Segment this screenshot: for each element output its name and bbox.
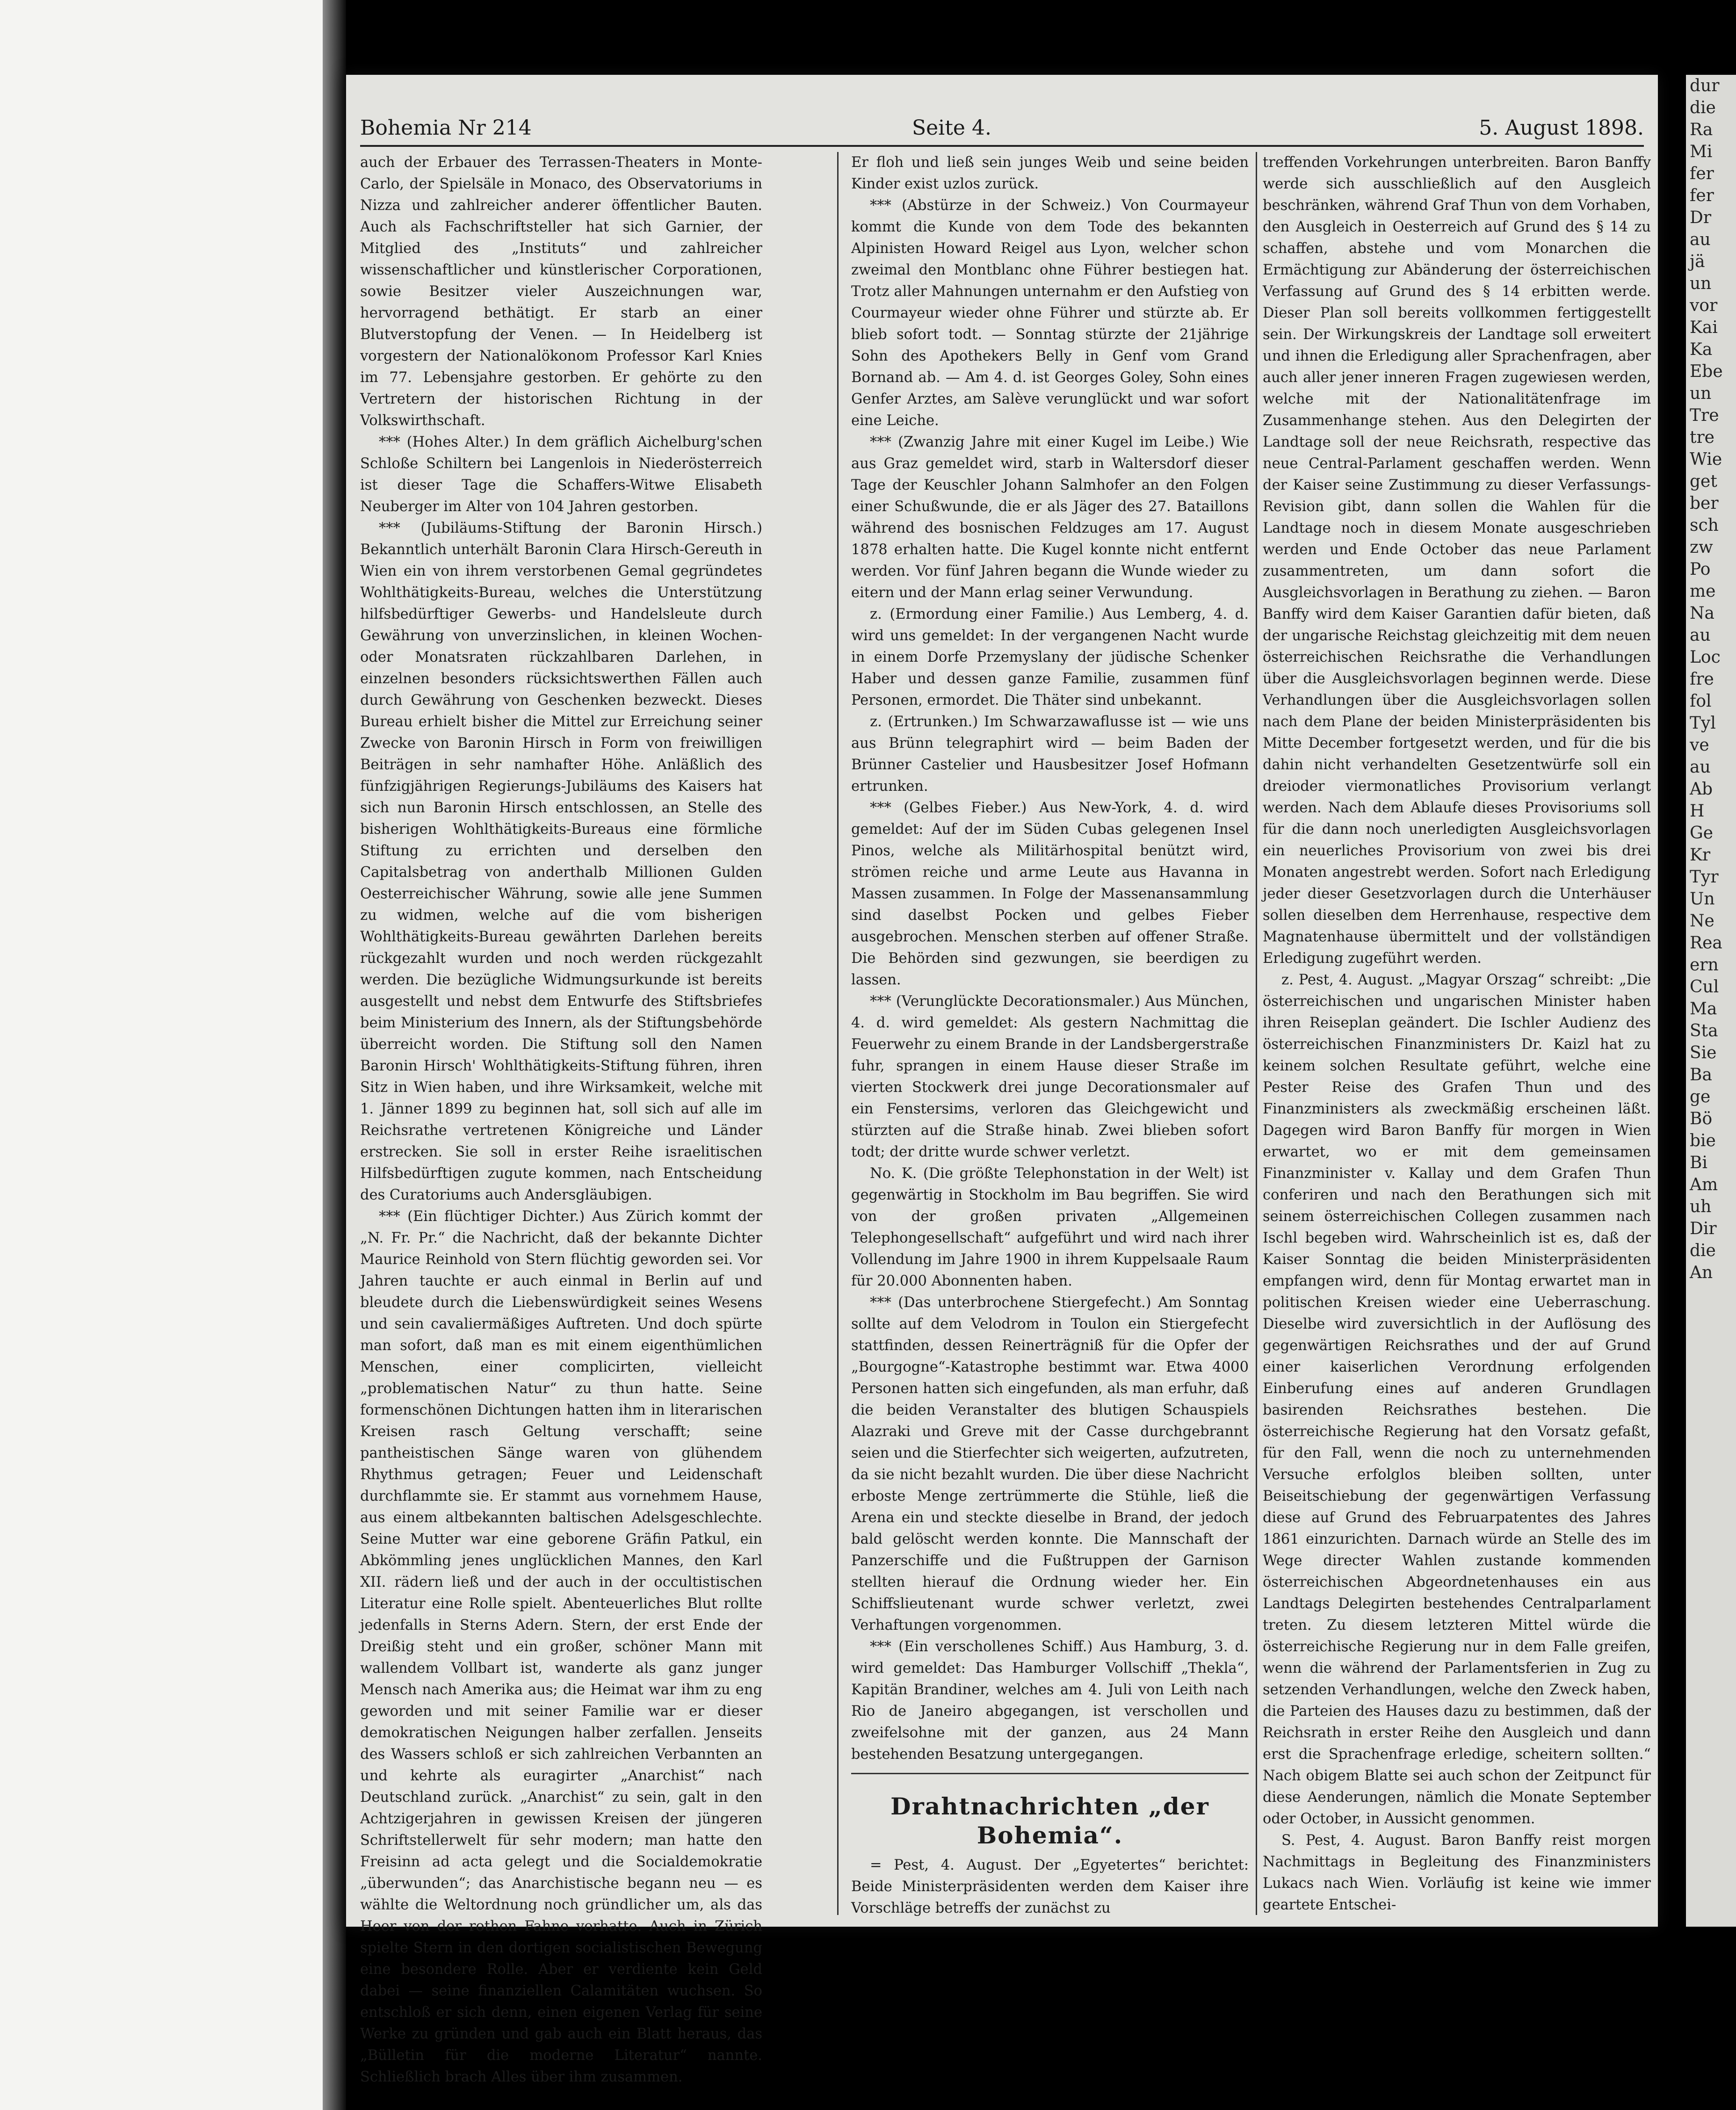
fragment: fre — [1690, 670, 1714, 689]
fragment: Cul — [1690, 977, 1719, 997]
paragraph: = Pest, 4. August. Der „Egyetertes“ berichtet: Beide Ministerpräsidenten werden dem Kaiser ihre Vorschläge betreffs der zunächst zu — [851, 1857, 1249, 1916]
fragment: uh — [1690, 1197, 1712, 1216]
fragment: jä — [1690, 252, 1705, 271]
paragraph: *** (Hohes Alter.) In dem gräflich Aichelburg'schen Schloße Schiltern bei Langenlois in Niederösterreich ist dieser Tage die Schaffers-Witwe Elisabeth Neuberger im Alter von 104 Jahren gestorben. — [360, 434, 762, 515]
page-header — [360, 116, 1644, 144]
fragment: Kai — [1690, 318, 1718, 337]
fragment: Tyr — [1690, 867, 1719, 887]
fragment: tre — [1690, 428, 1714, 447]
fragment: bie — [1690, 1131, 1716, 1150]
fragment: fer — [1690, 164, 1714, 183]
fragment: Ne — [1690, 911, 1714, 931]
fragment: Po — [1690, 560, 1711, 579]
fragment: Wie — [1690, 450, 1722, 469]
fragment: dur — [1690, 76, 1720, 95]
newspaper-page — [346, 75, 1658, 2085]
fragment: un — [1690, 384, 1712, 403]
paragraph: *** (Ein verschollenes Schiff.) Aus Hamburg, 3. d. wird gemeldet: Das Hamburger Vollschiff „Thekla“, Kapitän Brandiner, welches am 4. Juli von Leith nach Rio de Janeiro abgegangen, ist verschollen und zweifelsohne mit der ganzen, aus 24 Mann bestehenden Besatzung untergegangen. — [851, 1639, 1249, 1763]
fragment: An — [1690, 1263, 1713, 1282]
fragment: Tyl — [1690, 714, 1716, 733]
column-2 — [851, 152, 1249, 1915]
fragment: Kr — [1690, 845, 1711, 865]
fragment: ern — [1690, 955, 1719, 975]
fragment: Ebe — [1690, 362, 1723, 381]
column-3 — [1263, 152, 1651, 1915]
fragment: Tre — [1690, 406, 1719, 425]
fragment: H — [1690, 802, 1705, 821]
paragraph: treffenden Vorkehrungen unterbreiten. Baron Banffy werde sich ausschließlich auf den Ausgleich beschränken, während Graf Thun von dem Vorhaben, den Ausgleich in Oesterreich auf Grund des § 14 zu schaffen, abstehe und vom Monarchen die Ermächtigung zur Abänderung der österreichischen Verfassung auf Grund des § 14 erbitten werde. Dieser Plan soll bereits vollkommen fertiggestellt sein. Der Wirkungskreis der Landtage soll erweitert und ihnen die Erledigung aller Sprachenfragen, aber auch aller jener inneren Fragen zugewiesen werden, welche mit der Nationalitätenfrage im Zusammenhange stehen. Aus den Delegirten der Landtage soll der neue Reichsrath, respective das neue Central-Parlament geschaffen werden. Wenn der Kaiser seine Zustimmung zu dieser Verfassungs-Revision gibt, dann sollen die Wahlen für die Landtage noch in diesem Monate ausgeschrieben werden und Ende October das neue Parlament zusammentreten, um dann sofort die Ausgleichsvorlagen in Berathung zu ziehen. — Baron Banffy wird dem Kaiser Garantien dafür bieten, daß der ungarische Reichstag gleichzeitig mit dem neuen österreichischen Reichsrathe die Verhandlungen über die Ausgleichsvorlagen beginnen werde. Diese Verhandlungen über die Ausgleichsvorlagen sollen nach dem Plane der beiden Ministerpräsidenten bis Mitte December fortgesetzt werden, und für die bis dahin nicht verhandelten Gesetzentwürfe soll ein dreioder viermonatliches Provisorium verlangt werden. Nach dem Ablaufe dieses Provisoriums soll für die dann noch unerledigten Ausgleichsvorlagen ein neuerliches Provisorium von zwei bis drei Monaten angestrebt werden. Sofort nach Erledigung jeder dieser Gesetzvorlagen durch die Unterhäuser sollen dieselben dem Herrenhause, respective dem Magnatenhause übermittelt und der vollständigen Erledigung zugeführt werden. — [1263, 154, 1651, 967]
fragment: Ge — [1690, 824, 1714, 843]
fragment: au — [1690, 626, 1711, 645]
fragment: Sta — [1690, 1021, 1718, 1041]
section-title: Drahtnachrichten „der Bohemia“. — [851, 1773, 1249, 1850]
fragment: Sie — [1690, 1043, 1717, 1062]
fragment: Bi — [1690, 1153, 1707, 1172]
paragraph: No. K. (Die größte Telephonstation in der Welt) ist gegenwärtig in Stockholm im Bau begriffen. Sie wird von der großen privaten „Allgemeinen Telephongesellschaft“ aufgeführt und wird nach ihrer Vollendung im Jahre 1900 in ihrem Kuppelsaale Raum für 20.000 Abonnenten haben. — [851, 1165, 1249, 1289]
fragment: me — [1690, 582, 1716, 601]
fragment: sch — [1690, 516, 1719, 535]
fragment: Ra — [1690, 120, 1713, 139]
fragment: Na — [1690, 604, 1714, 623]
fragment: au — [1690, 758, 1711, 777]
fragment: un — [1690, 274, 1712, 293]
header-issue: Bohemia Nr 214 — [360, 116, 532, 140]
fragment: vor — [1690, 296, 1718, 315]
paragraph: z. (Ertrunken.) Im Schwarzawaflusse ist — wie uns aus Brünn telegraphirt wird — beim Baden der Brünner Castelier und Hausbesitzer Josef Hofmann ertrunken. — [851, 714, 1249, 795]
column-divider — [837, 152, 839, 1915]
adjacent-page-strip — [1686, 75, 1736, 1927]
header-rule — [360, 145, 1644, 147]
header-page-number: Seite 4. — [912, 116, 991, 140]
fragment: ber — [1690, 494, 1719, 513]
page-shadow — [323, 0, 346, 2110]
fragment: ge — [1690, 1087, 1711, 1106]
fragment: au — [1690, 230, 1711, 249]
fragment: get — [1690, 472, 1717, 491]
fragment: Un — [1690, 889, 1715, 909]
fragment: Bö — [1690, 1109, 1713, 1128]
fragment: Rea — [1690, 933, 1722, 953]
paragraph: S. Pest, 4. August. Baron Banffy reist morgen Nachmittags in Begleitung des Finanzministers Lukacs nach Wien. Vorläufig ist keine wie immer geartete Entschei- — [1263, 1832, 1651, 1913]
paragraph: *** (Abstürze in der Schweiz.) Von Courmayeur kommt die Kunde von dem Tode des bekannten Alpinisten Howard Reigel aus Lyon, welcher schon zweimal den Montblanc ohne Führer bestiegen hat. Trotz aller Mahnungen unternahm er den Aufstieg von Courmayeur wieder ohne Führer und stürzte ab. Er blieb sofort todt. — Sonntag stürzte der 21jährige Sohn des Apothekers Belly in Genf vom Grand Bornand ab. — Am 4. d. ist Georges Goley, Sohn eines Genfer Arztes, am Salève verunglückt und war sofort eine Leiche. — [851, 197, 1249, 429]
fragment: Ka — [1690, 340, 1713, 359]
fragment: Ba — [1690, 1065, 1712, 1084]
fragment: zw — [1690, 538, 1713, 557]
fragment: fer — [1690, 186, 1714, 205]
paragraph: *** (Das unterbrochene Stiergefecht.) Am Sonntag sollte auf dem Velodrom in Toulon ein Stiergefecht stattfinden, dessen Reinerträgniß für die Opfer der „Bourgogne“-Katastrophe bestimmt war. Etwa 4000 Personen hatten sich eingefunden, als man erfuhr, daß die beiden Veranstalter des blutigen Schauspiels Alazraki und Greve mit der Casse durchgebrannt seien und die Stierfechter sich weigerten, aufzutreten, da sie nicht bezahlt wurden. Die über diese Nachricht erboste Menge zertrümmerte die Stühle, ließ die Arena ein und steckte dieselbe in Brand, der jedoch bald gelöscht werden konnte. Die Mannschaft der Panzerschiffe und die Fußtruppen der Garnison stellten hierauf die Ordnung wieder her. Ein Schiffslieutenant wurde schwer verletzt, zwei Verhaftungen vorgenommen. — [851, 1294, 1249, 1633]
adjacent-page-fragments — [1686, 75, 1736, 1284]
left-margin — [0, 0, 323, 2110]
paragraph: *** (Gelbes Fieber.) Aus New-York, 4. d. wird gemeldet: Auf der im Süden Cubas gelegenen Insel Pinos, welche als Militärhospital benützt wird, strömen reiche und arme Leute aus Havanna in Massen zusammen. In Folge der Massenansammlung sind daselbst Pocken und gelbes Fieber ausgebrochen. Menschen sterben auf offener Straße. Die Behörden sind gezwungen, sie beerdigen zu lassen. — [851, 800, 1249, 988]
fragment: die — [1690, 98, 1716, 117]
fragment: Ma — [1690, 999, 1717, 1019]
fragment: Loc — [1690, 648, 1721, 667]
fragment: die — [1690, 1241, 1716, 1260]
fragment: Dir — [1690, 1219, 1717, 1238]
paragraph: *** (Verunglückte Decorationsmaler.) Aus München, 4. d. wird gemeldet: Als gestern Nachmittag die Feuerwehr zu einem Brande in der Landsbergerstraße fuhr, sprangen in einem Hause dieser Straße im vierten Stockwerk drei junge Decorationsmaler auf ein Fenstersims, verloren das Gleichgewicht und stürzten auf die Straße hinab. Zwei blieben sofort todt; der dritte wurde schwer verletzt. — [851, 993, 1249, 1160]
paragraph: z. Pest, 4. August. „Magyar Orszag“ schreibt: „Die österreichischen und ungarischen Minister haben ihren Reiseplan geändert. Die Ischler Audienz des österreichischen Finanzministers Dr. Kaizl hat zu keinem solchen Resultate geführt, welche eine Pester Reise des Grafen Thun und des Finanzministers als zweckmäßig erscheinen läßt. Dagegen wird Baron Banffy für morgen in Wien erwartet, wo er mit dem gemeinsamen Finanzminister v. Kallay und dem Grafen Thun conferiren und nach den Berathungen sich mit seinem österreichischen Collegen zusammen nach Ischl begeben wird. Wahrscheinlich ist es, daß der Kaiser Sonntag die beiden Ministerpräsidenten empfangen wird, denn für Montag erwartet man in politischen Kreisen wieder eine Ueberraschung. Dieselbe wird zuversichtlich in der Auflösung des gegenwärtigen Reichsrathes und der auf Grund einer kaiserlichen Verordnung erfolgenden Einberufung eines auf anderen Grundlagen basirenden Reichsrathes bestehen. Die österreichische Regierung hat den Vorsatz gefaßt, für den Fall, wenn die noch zu unternehmenden Versuche erfolglos bleiben sollten, unter Beiseitschiebung der gegenwärtigen Verfassung diese auf Grund des Februarpatentes des Jahres 1861 einzurichten. Darnach würde an Stelle des im Wege directer Wahlen zustande kommenden österreichischen Abgeordnetenhauses ein aus Landtags Delegirten bestehendes Centralparlament treten. Zu diesem letzteren Mittel würde die österreichische Regierung nur in dem Falle greifen, wenn die während der Parlamentsferien in Zug zu setzenden Verhandlungen, welche den Zweck haben, die Parteien des Hauses dazu zu bestimmen, daß der Reichsrath in erster Reihe den Ausgleich und dann erst die Sprachenfrage erledige, scheitern sollten.“ Nach obigem Blatte sei auch schon der Zeitpunct für diese Aenderungen, nämlich die Monate September oder October, in Aussicht genommen. — [1263, 972, 1651, 1827]
column-1 — [360, 152, 762, 2085]
paragraph: Er floh und ließ sein junges Weib und seine beiden Kinder exist uzlos zurück. — [851, 154, 1249, 192]
fragment: Mi — [1690, 142, 1713, 161]
fragment: Am — [1690, 1175, 1718, 1194]
fragment: Dr — [1690, 208, 1712, 227]
paragraph: auch der Erbauer des Terrassen-Theaters in Monte-Carlo, der Spielsäle in Monaco, des Observatoriums in Nizza und zahlreicher anderer öffentlicher Bauten. Auch als Fachschriftsteller hat sich Garnier, der Mitglied des „Instituts“ und zahlreicher wissenschaftlicher und künstlerischer Corporationen, sowie Besitzer vieler Auszeichnungen war, hervorragend bethätigt. Er starb an einer Blutverstopfung der Venen. — In Heidelberg ist vorgestern der Nationalökonom Professor Karl Knies im 77. Lebensjahre gestorben. Er gehörte zu den Vertretern der historischen Richtung in der Volkswirthschaft. — [360, 154, 762, 429]
column-divider — [1256, 152, 1257, 1915]
paragraph: *** (Ein flüchtiger Dichter.) Aus Zürich kommt der „N. Fr. Pr.“ die Nachricht, daß der bekannte Dichter Maurice Reinhold von Stern flüchtig geworden sei. Vor Jahren tauchte er auch einmal in Berlin auf und bleudete durch die Liebenswürdigkeit seines Wesens und sein cavaliermäßiges Auftreten. Und doch spürte man sofort, daß man es mit einem eigenthümlichen Menschen, einer complicirten, vielleicht „problematischen Natur“ zu thun hatte. Seine formenschönen Dichtungen hatten ihm in literarischen Kreisen rasch Geltung verschafft; seine pantheistischen Sänge waren von glühendem Rhythmus getragen; Feuer und Leidenschaft durchflammte sie. Er stammt aus vornehmem Hause, aus einem altbekannten baltischen Adelsgeschlechte. Seine Mutter war eine geborene Gräfin Patkul, ein Abkömmling jenes unglücklichen Mannes, den Karl XII. rädern ließ und der auch in der occultistischen Literatur eine Rolle spielt. Abenteuerliches Blut rollte jedenfalls in Sterns Adern. Stern, der erst Ende der Dreißig steht und ein großer, schöner Mann mit wallendem Vollbart ist, wanderte als ganz junger Mensch nach Amerika aus; die Heimat war ihm zu eng geworden und mit seiner Familie war er dieser demokratischen Neigungen halber zerfallen. Jenseits des Wassers schloß er sich zahlreichen Verbannten an und kehrte als euragirter „Anarchist“ nach Deutschland zurück. „Anarchist“ zu sein, galt in den Achtzigerjahren in gewissen Kreisen der jüngeren Schriftstellerwelt für sehr modern; man hatte den Freisinn ad acta gelegt und die Socialdemokratie „überwunden“; das Anarchistische begann neu — es wählte die Weltordnung noch gründlicher um, als das Heer von der rothen Fahne vorhatte. Auch in Zürich spielte Stern in den dortigen socialistischen Bewegung eine besondere Rolle. Aber er verdiente kein Geld dabei — seine finanziellen Calamitäten wuchsen. So entschloß er sich denn, einen eigenen Verlag für seine Werke zu gründen und gab auch ein Blatt heraus, das „Bülletin für die moderne Literatur“ nannte. Schließlich brach Alles über ihm zusammen. — [360, 1208, 762, 2085]
header-date: 5. August 1898. — [1479, 116, 1644, 140]
fragment: ve — [1690, 736, 1709, 755]
fragment: fol — [1690, 692, 1712, 711]
paragraph: z. (Ermordung einer Familie.) Aus Lemberg, 4. d. wird uns gemeldet: In der vergangenen Nacht wurde in einem Dorfe Przemyslany der jüdische Schenker Haber und dessen ganze Familie, zusammen fünf Personen, ermordet. Die Thäter sind unbekannt. — [851, 606, 1249, 708]
fragment: Ab — [1690, 780, 1713, 799]
paragraph: *** (Zwanzig Jahre mit einer Kugel im Leibe.) Wie aus Graz gemeldet wird, starb in Waltersdorf dieser Tage der Keuschler Johann Salmhofer an den Folgen einer Schußwunde, die er als Jäger des 27. Bataillons während des bosnischen Feldzuges am 17. August 1878 erhalten hatte. Die Kugel konnte nicht entfernt werden. Vor fünf Jahren begann die Wunde wieder zu eitern und der Mann erlag seiner Verwundung. — [851, 434, 1249, 601]
paragraph: *** (Jubiläums-Stiftung der Baronin Hirsch.) Bekanntlich unterhält Baronin Clara Hirsch-Gereuth in Wien ein von ihrem verstorbenen Gemal gegründetes Wohlthätigkeits-Bureau, welches die Unterstützung hilfsbedürftiger Gewerbs- und Handelsleute durch Gewährung von unverzinslichen, in kleinen Wochen- oder Monatsraten rückzahlbaren Darlehen, in einzelnen besonders rücksichtswerthen Fällen auch durch Gewährung von Geschenken bezweckt. Dieses Bureau erhielt bisher die Mittel zur Erreichung seiner Zwecke von Baronin Hirsch in Form von freiwilligen Beiträgen in sehr namhafter Höhe. Anläßlich des fünfzigjährigen Regierungs-Jubiläums des Kaisers hat sich nun Baronin Hirsch entschlossen, an Stelle des bisherigen Wohlthätigkeits-Bureaus eine förmliche Stiftung zu errichten und derselben den Capitalsbetrag von anderthalb Millionen Gulden Oesterreichischer Währung, sowie alle jene Summen zu widmen, welche auf die vom bisherigen Wohlthätigkeits-Bureau gewährten Darlehen bereits rückgezahlt wurden und noch werden rückgezahlt werden. Die bezügliche Widmungsurkunde ist bereits ausgestellt und nebst dem Entwurfe des Stiftsbriefes beim Ministerium des Innern, als der Stiftungsbehörde überreicht worden. Die Stiftung soll den Namen Baronin Hirsch' Wohlthätigkeits-Stiftung führen, ihren Sitz in Wien haben, und ihre Wirksamkeit, welche mit 1. Jänner 1899 zu beginnen hat, soll sich auf alle im Reichsrathe vertretenen Königreiche und Länder erstrecken. Sie soll in erster Reihe israelitischen Hilfsbedürftigen zugute kommen, nach Entscheidung des Curatoriums auch Andersgläubigen. — [360, 520, 762, 1203]
